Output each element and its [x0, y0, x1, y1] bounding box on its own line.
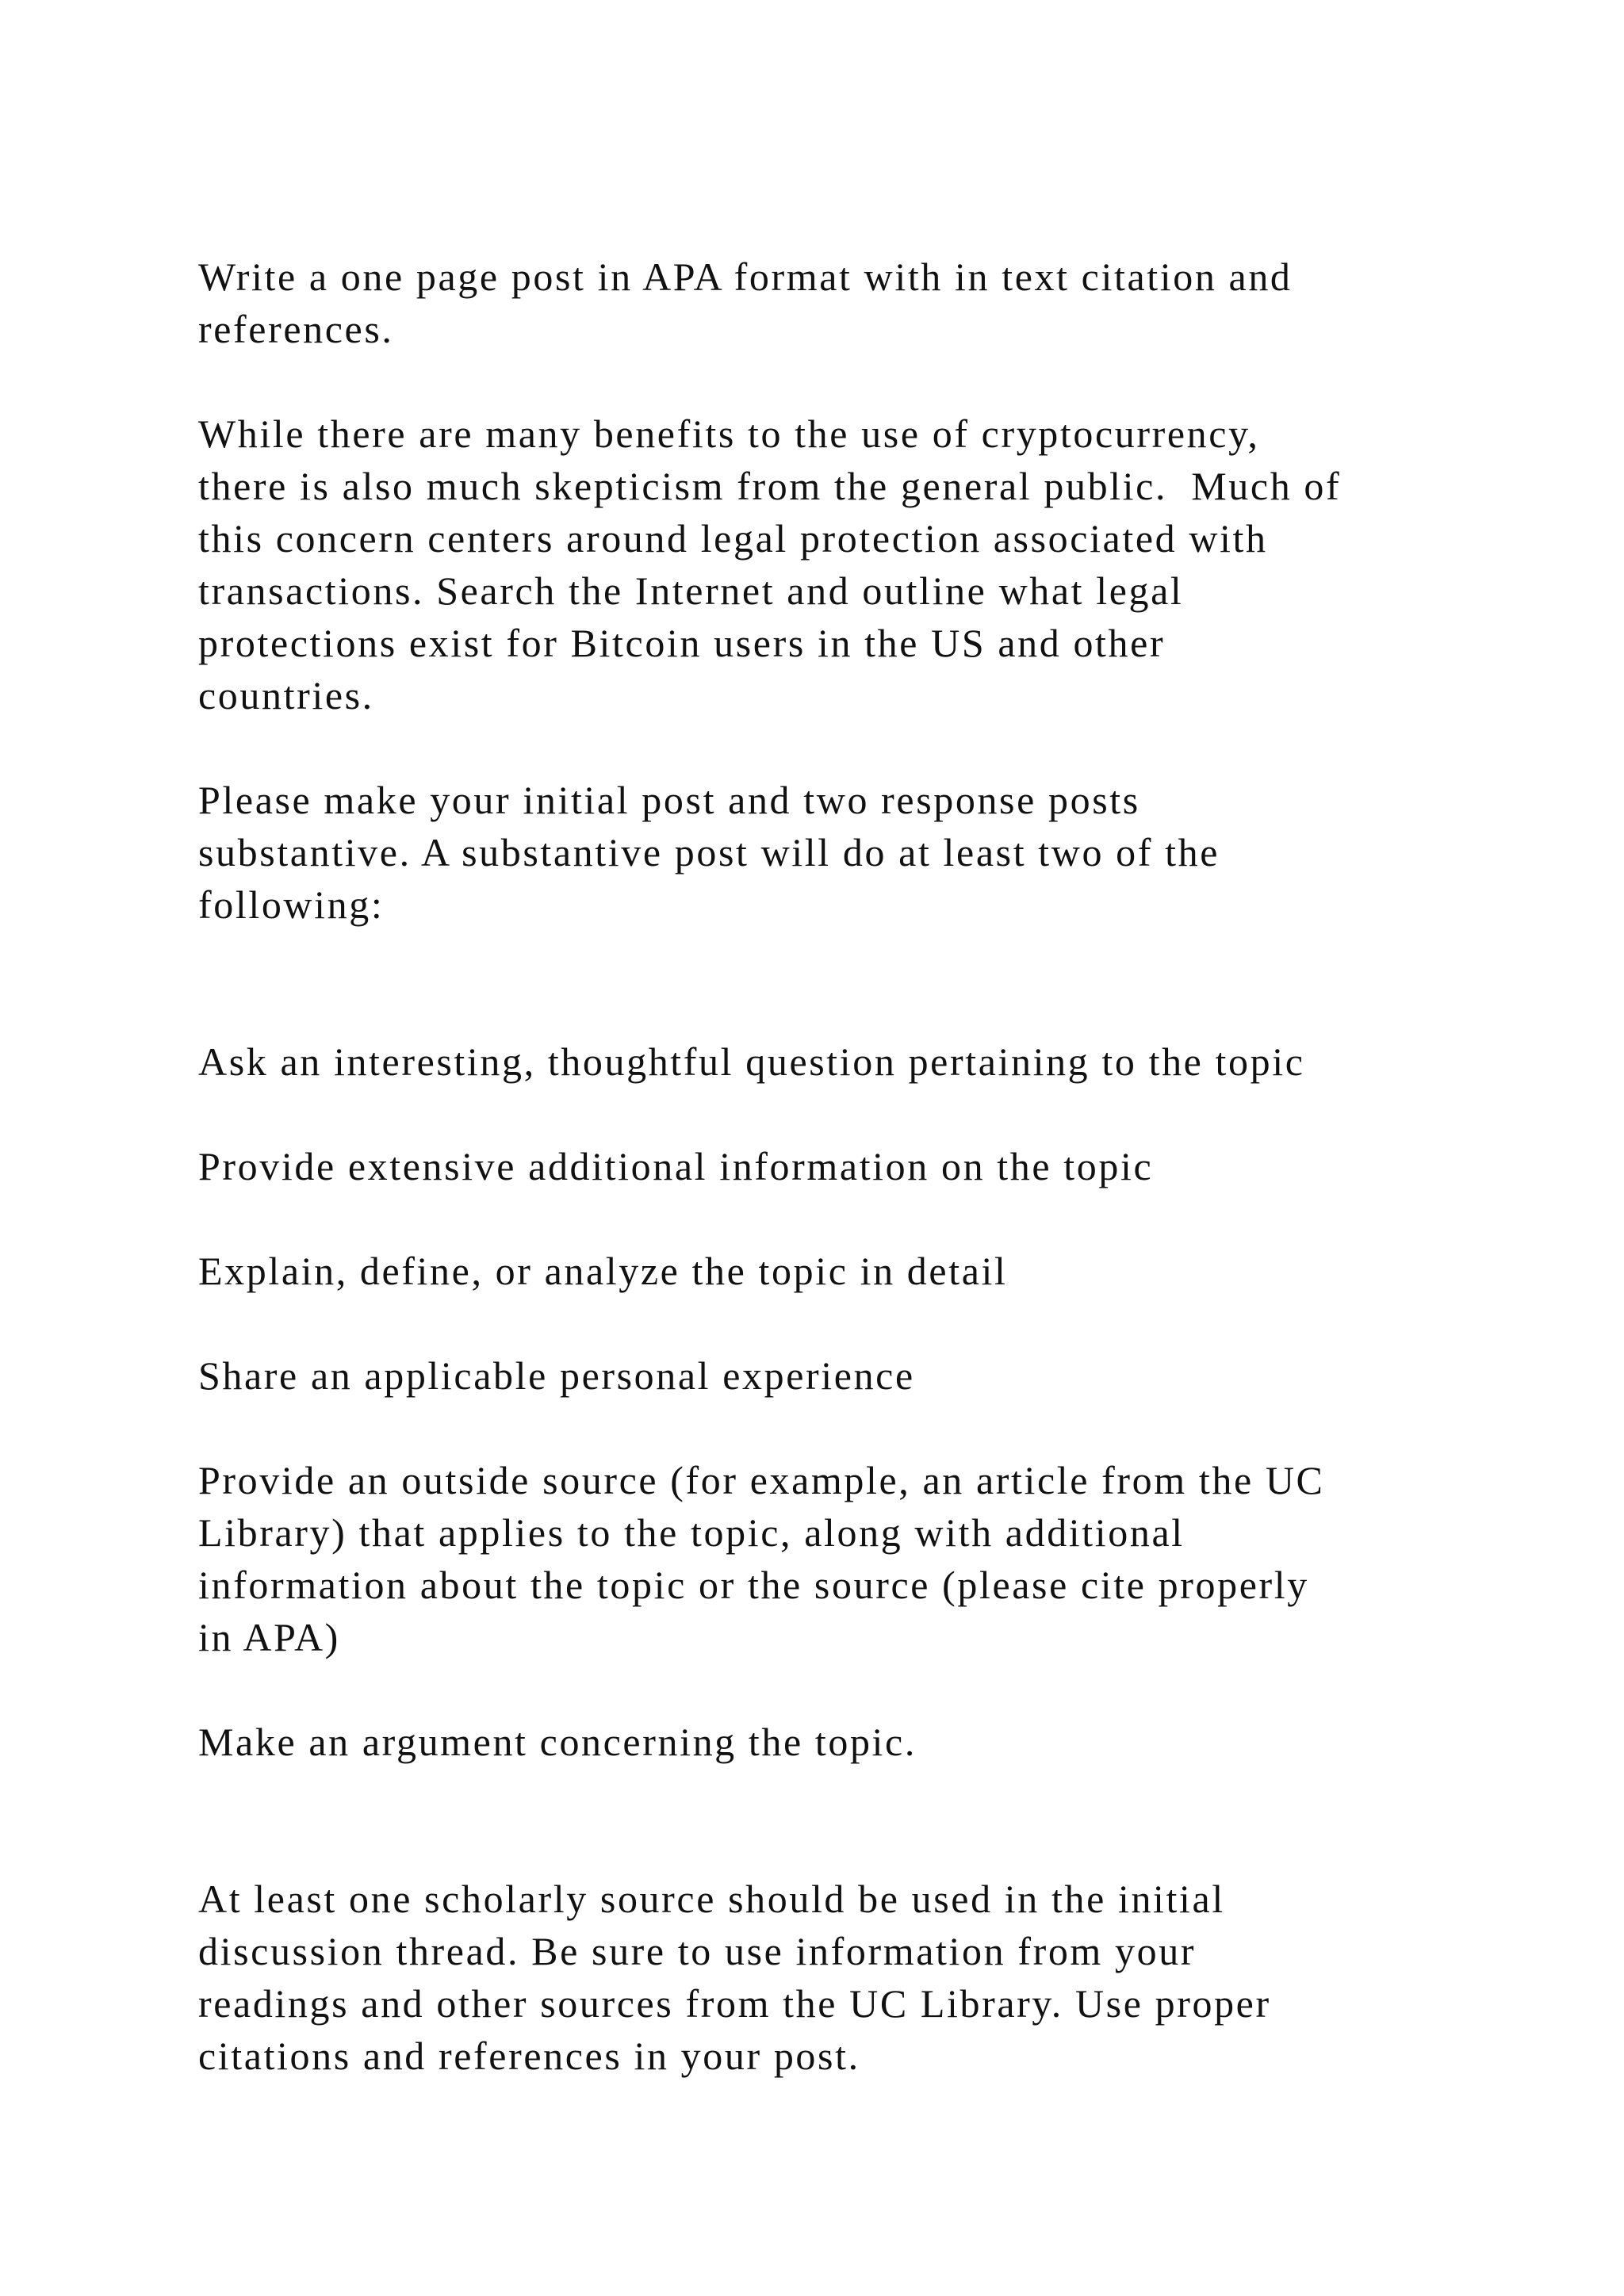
text-line: there is also much skepticism from the general public. Much of — [198, 464, 1342, 508]
text-line: following: — [198, 882, 385, 927]
text-line: readings and other sources from the UC Library. Use proper — [198, 1981, 1271, 2026]
text-line: Please make your initial post and two response posts — [198, 778, 1140, 822]
list-item: Provide extensive additional information on the topic — [198, 1144, 1154, 1188]
list-item: Library) that applies to the topic, along with additional — [198, 1510, 1185, 1555]
text-line: Write a one page post in APA format with in text citation and — [198, 254, 1293, 299]
list-item: Provide an outside source (for example, an article from the UC — [198, 1458, 1325, 1502]
text-line: substantive. A substantive post will do at least two of the — [198, 830, 1220, 874]
text-line: discussion thread. Be sure to use information from your — [198, 1929, 1197, 1973]
list-item: Explain, define, or analyze the topic in detail — [198, 1249, 1008, 1293]
text-line: countries. — [198, 673, 374, 718]
text-line: At least one scholarly source should be used in the initial — [198, 1877, 1225, 1921]
text-line: citations and references in your post. — [198, 2034, 860, 2078]
list-item: in APA) — [198, 1615, 340, 1659]
list-item: Make an argument concerning the topic. — [198, 1720, 917, 1764]
list-item: Share an applicable personal experience — [198, 1353, 915, 1398]
list-item: Ask an interesting, thoughtful question pertaining to the topic — [198, 1039, 1305, 1084]
text-line: While there are many benefits to the use of cryptocurrency, — [198, 411, 1260, 456]
text-line: this concern centers around legal protection associated with — [198, 516, 1268, 561]
text-line: protections exist for Bitcoin users in the US and other — [198, 621, 1166, 665]
text-line: transactions. Search the Internet and outline what legal — [198, 568, 1184, 613]
list-item: information about the topic or the source (please cite properly — [198, 1563, 1309, 1607]
text-line: references. — [198, 307, 394, 351]
